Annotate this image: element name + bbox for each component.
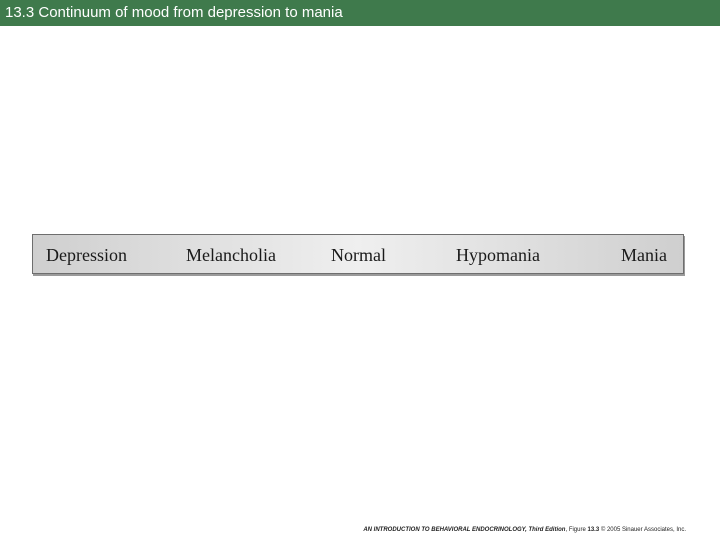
label-hypomania: Hypomania (456, 245, 540, 265)
label-depression: Depression (46, 245, 127, 265)
label-melancholia: Melancholia (186, 245, 276, 265)
mood-continuum-bar (32, 234, 684, 274)
slide-title-bar (0, 0, 720, 26)
label-mania: Mania (621, 245, 667, 265)
slide-title: 13.3 Continuum of mood from depression to mania (5, 4, 343, 21)
credit-figure-prefix: Figure (568, 527, 588, 533)
credit-book-title: AN INTRODUCTION TO BEHAVIORAL ENDOCRINOLOGY, Third Edition (363, 527, 566, 533)
credit-separator: , (565, 527, 569, 533)
credit-figure-number: 13.3 (587, 527, 600, 533)
credit-copyright: © 2005 Sinauer Associates, Inc. (599, 527, 686, 533)
label-normal: Normal (331, 245, 386, 265)
figure-credit (363, 526, 686, 534)
